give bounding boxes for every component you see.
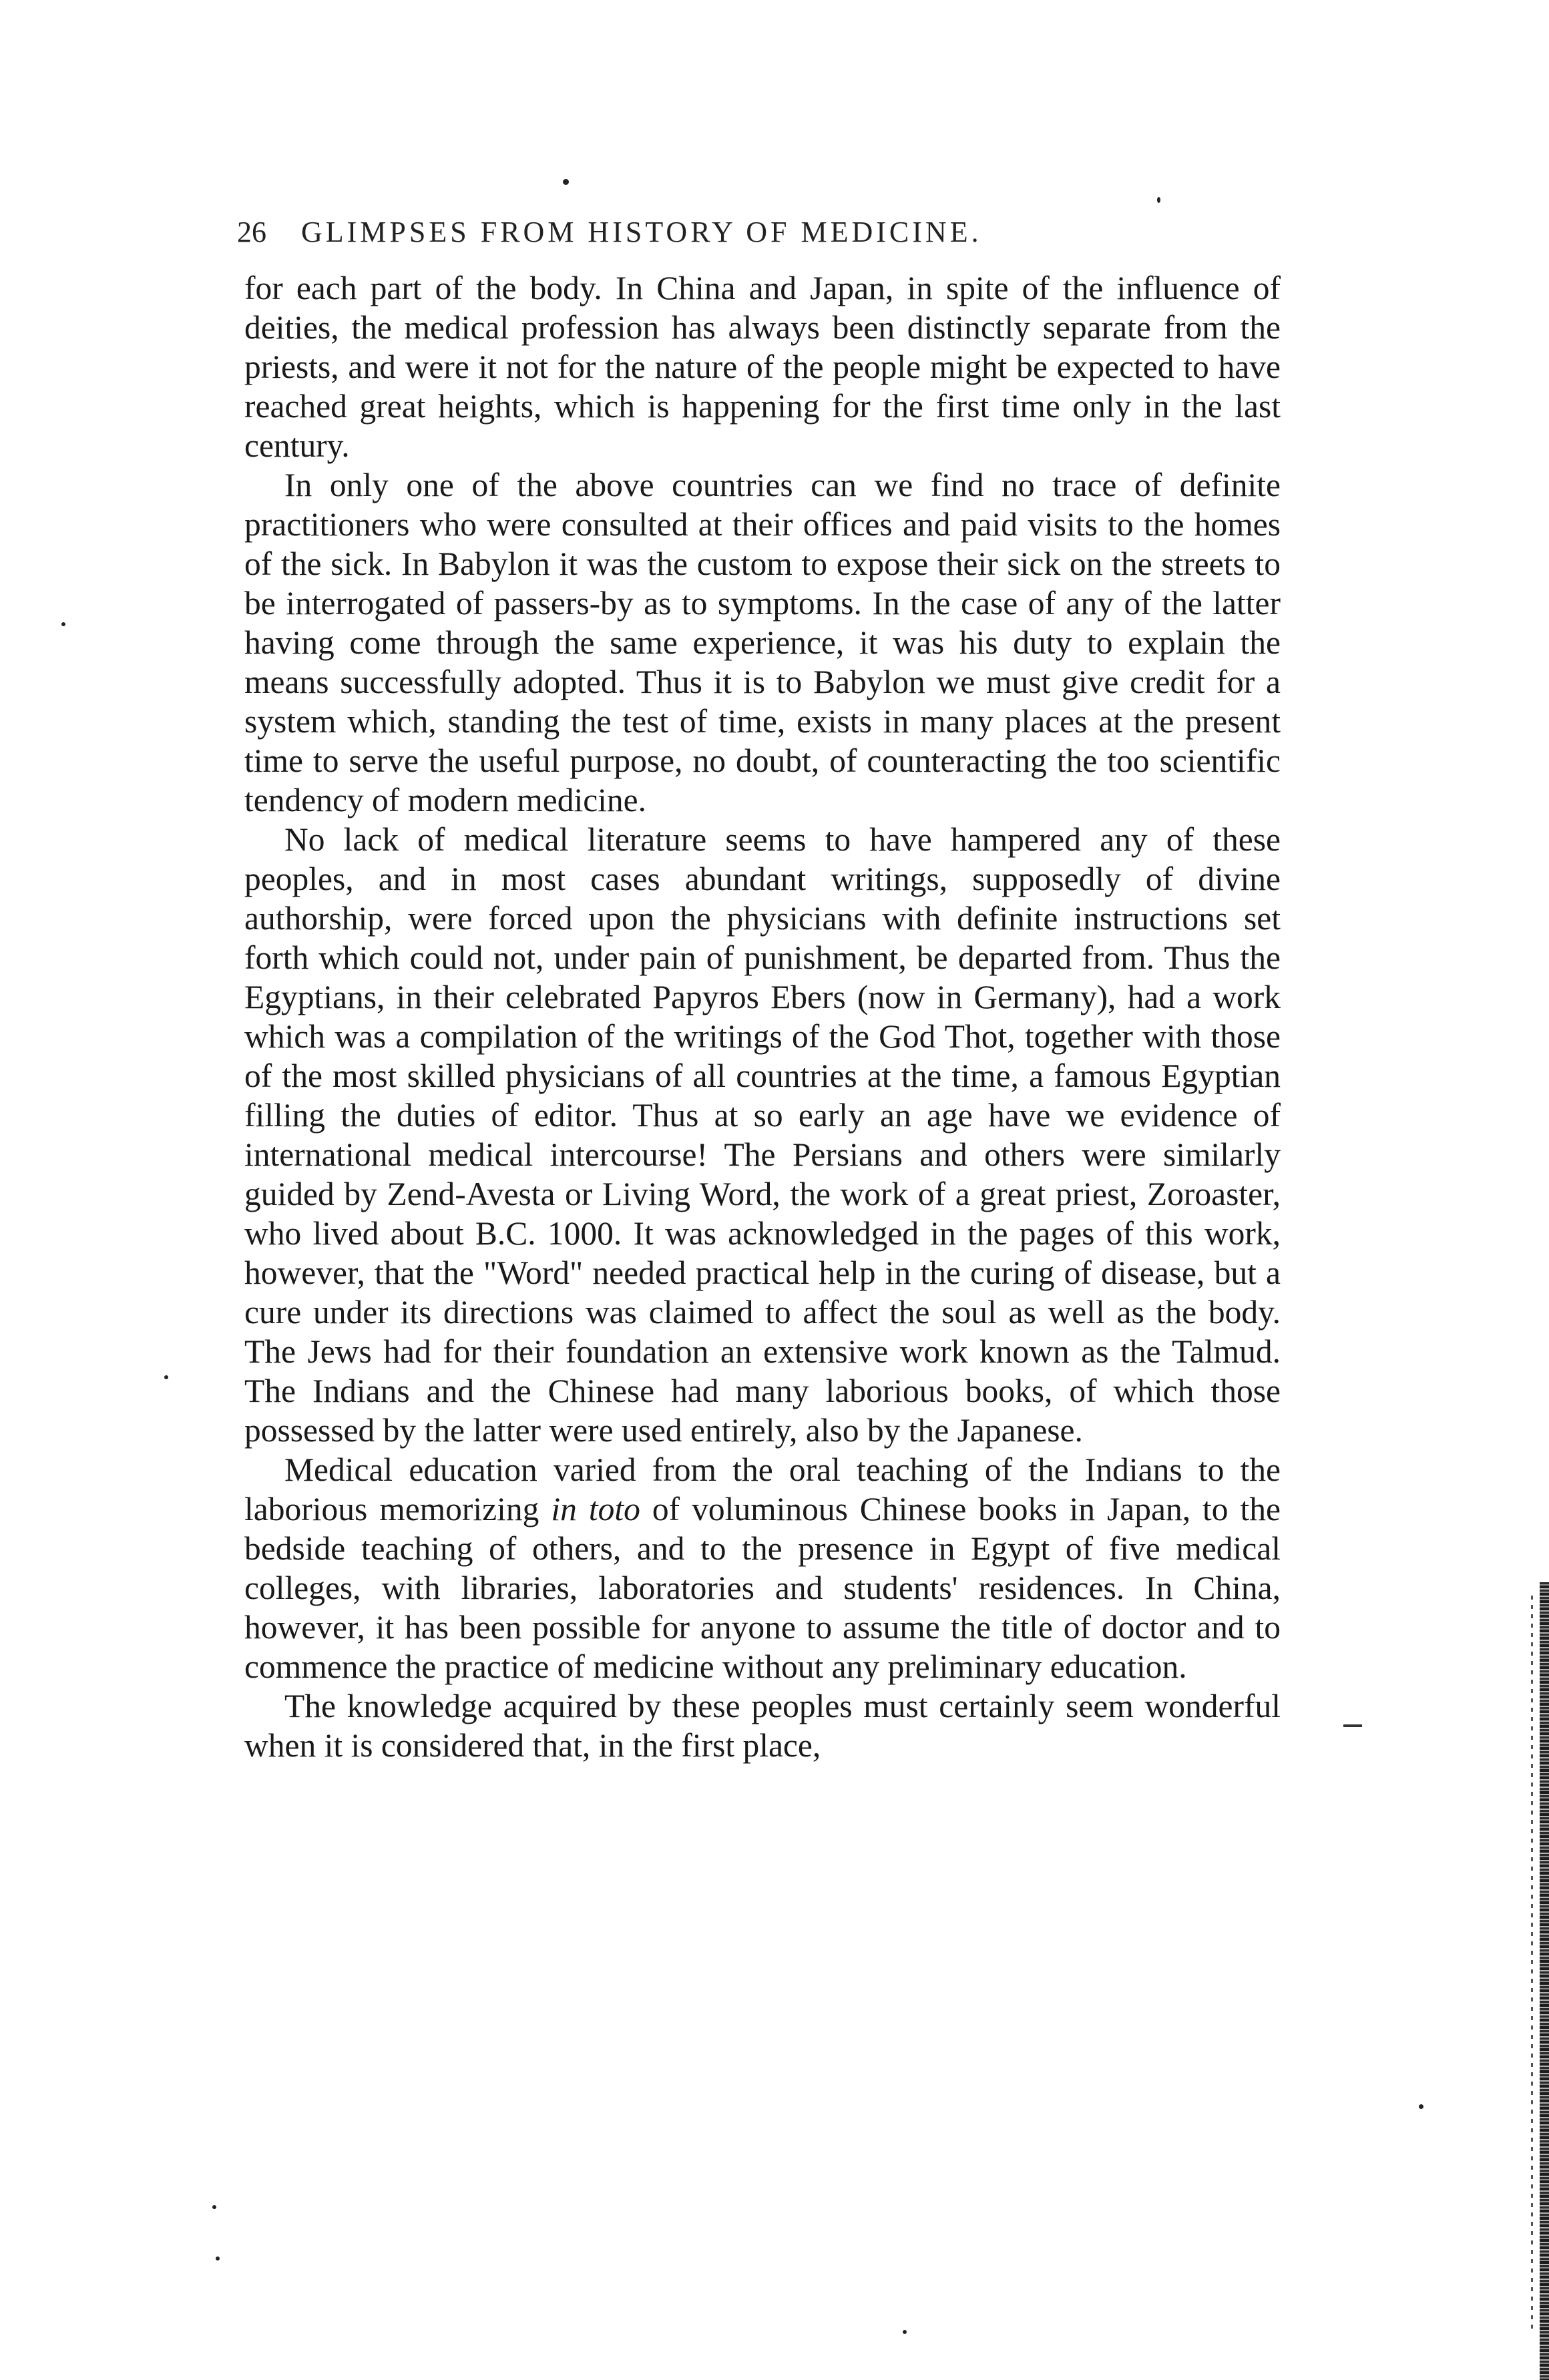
paragraph-continuation: for each part of the body. In China and Japan, in spite of the influence of deities, the medical profession has always been distinctly separate from the priests, and were it not for the nature of the people might be expected to have reached great heights, which is happening for the first time only in the last century. [244, 270, 1281, 464]
running-title: GLIMPSES FROM HISTORY OF MEDICINE. [301, 216, 982, 248]
paragraph-text: of voluminous Chinese books in Japan, to the bedside teaching of others, and to the presence in Egypt of five medical colleges, with libraries, laboratories and students' residences. In China, however, it has been possible for anyone to assume the title of doctor and to commence the practice of medicine without any preliminary education. [244, 1491, 1281, 1685]
body-text [244, 268, 1281, 1765]
paragraph-text: Medical education varied from the oral teaching of the Indians to the laborious memorizing [244, 1451, 1281, 1527]
paragraph-medical-literature: No lack of medical literature seems to have hampered any of these peoples, and in most cases abundant writings, supposedly of divine authorship, were forced upon the physicians with definite instructions set forth which could not, under pain of punishment, be departed from. Thus the Egyptians, in their celebrated Papyros Ebers (now in Germany), had a work which was a compilation of the writings of the God Thot, together with those of the most skilled physicians of all countries at the time, a famous Egyptian filling the duties of editor. Thus at so early an age have we evidence of international medical intercourse! The Persians and others were similarly guided by Zend-Avesta or Living Word, the work of a great priest, Zoroaster, who lived about B.C. 1000. It was acknowledged in the pages of this work, however, that the "Word" needed practical help in the curing of disease, but a cure under its directions was claimed to affect the soul as well as the body. The Jews had for their foundation an extensive work known as the Talmud. The Indians and the Chinese had many laborious books, of which those possessed by the latter were used entirely, also by the Japanese. [244, 821, 1281, 1449]
paragraph-medical-education [244, 1450, 1281, 1686]
scan-edge-noise [1531, 1596, 1533, 2330]
italic-phrase: in toto [551, 1491, 640, 1527]
margin-mark [1343, 1724, 1362, 1727]
scan-speck [1157, 197, 1160, 203]
scan-speck [212, 2205, 216, 2209]
scan-speck [563, 179, 569, 185]
paragraph-knowledge: The knowledge acquired by these peoples must certainly seem wonderful when it is considered that, in the first place, [244, 1688, 1281, 1764]
paragraph-babylon: In only one of the above countries can we find no trace of definite practitioners who were consulted at their offices and paid visits to the homes of the sick. In Babylon it was the custom to expose their sick on the streets to be interrogated of passers-by as to symptoms. In the case of any of the latter having come through the same experience, it was his duty to explain the means successfully adopted. Thus it is to Babylon we must give credit for a system which, standing the test of time, exists in many places at the present time to serve the useful purpose, no doubt, of counteracting the too scientific tendency of modern medicine. [244, 467, 1281, 818]
page-number: 26 [237, 216, 266, 248]
scan-speck [164, 1375, 168, 1379]
scan-speck [1419, 2104, 1423, 2109]
scan-edge-noise [1540, 1582, 1549, 2380]
running-header [237, 215, 1172, 249]
scan-speck [61, 622, 65, 626]
scan-speck [903, 2330, 907, 2334]
scan-speck [216, 2256, 220, 2260]
